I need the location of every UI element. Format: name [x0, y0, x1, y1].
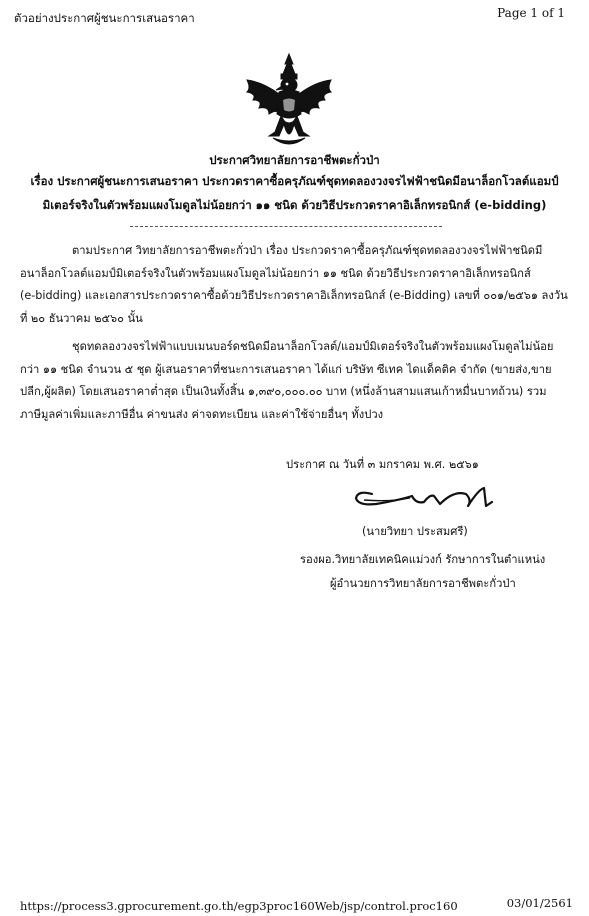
paragraph-line: ภาษีมูลค่าเพิ่มและภาษีอื่น ค่าขนส่ง ค่าจดทะเบียน และค่าใช้จ่ายอื่นๆ ทั้งปวง: [20, 407, 384, 421]
paragraph-reference: [20, 240, 575, 330]
paragraph-line: ที่ ๒๐ ธันวาคม ๒๕๖๐ นั้น: [20, 311, 143, 325]
paragraph-line: (e-bidding) และเอกสารประกวดราคาซื้อด้วยวิธีประกวดราคาอิเล็กทรอนิกส์ (e-Bidding) เลขที่ ๐๐๑/๒๕๖๑ ลงวัน: [20, 289, 568, 302]
footer-url: https://process3.gprocurement.go.th/egp3proc160Web/jsp/control.proc160: [20, 899, 458, 913]
paragraph-line: ตามประกาศ วิทยาลัยการอาชีพตะกั่วป่า เรื่อง ประกวดราคาซื้อครุภัณฑ์ชุดทดลองวงจรไฟฟ้าชนิดมี: [72, 244, 543, 257]
garuda-emblem-icon: [243, 52, 335, 150]
paragraph-line: อนาล็อกโวลต์แอมป์มิเตอร์จริงในตัวพร้อมแผงโมดูลไม่น้อยกว่า ๑๑ ชนิด ด้วยวิธีประกวดราคาอิเล็กทรอนิกส์: [20, 266, 531, 280]
handwritten-signature: [350, 480, 520, 514]
paragraph-line: ชุดทดลองวงจรไฟฟ้าแบบเมนบอร์ดชนิดมีอนาล็อกโวลต์/แอมป์มิเตอร์จริงในตัวพร้อมแผงโมดูลไม่น้อย: [72, 340, 554, 353]
header-doc-label: ตัวอย่างประกาศผู้ชนะการเสนอราคา: [14, 11, 195, 25]
signer-position: รองผอ.วิทยาลัยเทคนิคแม่วงก์ รักษาการในตำแหน่ง: [300, 553, 546, 566]
signer-position-acting: ผู้อำนวยการวิทยาลัยการอาชีพตะกั่วป่า: [330, 577, 516, 590]
paragraph-line: กว่า ๑๑ ชนิด จำนวน ๕ ชุด ผู้เสนอราคาที่ชนะการเสนอราคา ได้แก่ บริษัท ซีเทค ไดแด็คติค จำกัด (ขายส่ง,ขาย: [20, 362, 552, 376]
announcement-subject-line1: เรื่อง ประกาศผู้ชนะการเสนอราคา ประกวดราคาซื้อครุภัณฑ์ชุดทดลองวงจรไฟฟ้าชนิดมีอนาล็อกโวลต์แอมป์: [30, 174, 559, 188]
separator-rule: [130, 226, 442, 227]
announcement-org: ประกาศวิทยาลัยการอาชีพตะกั่วป่า: [209, 153, 380, 167]
footer-date: 03/01/2561: [506, 896, 573, 910]
announcement-date: ประกาศ ณ วันที่ ๓ มกราคม พ.ศ. ๒๕๖๑: [286, 458, 479, 471]
page-number: Page 1 of 1: [497, 6, 565, 20]
paragraph-winner: [20, 336, 575, 426]
paragraph-line: ปลีก,ผู้ผลิต) โดยเสนอราคาต่ำสุด เป็นเงินทั้งสิ้น ๑,๓๙๐,๐๐๐.๐๐ บาท (หนึ่งล้านสามแสนเก้าหมื่นบาทถ้วน) รวม: [20, 385, 547, 398]
announcement-subject-line2: มิเตอร์จริงในตัวพร้อมแผงโมดูลไม่น้อยกว่า ๑๑ ชนิด ด้วยวิธีประกวดราคาอิเล็กทรอนิกส์ (e-bidding): [42, 198, 547, 212]
signer-name: (นายวิทยา ประสมศรี): [362, 525, 468, 538]
